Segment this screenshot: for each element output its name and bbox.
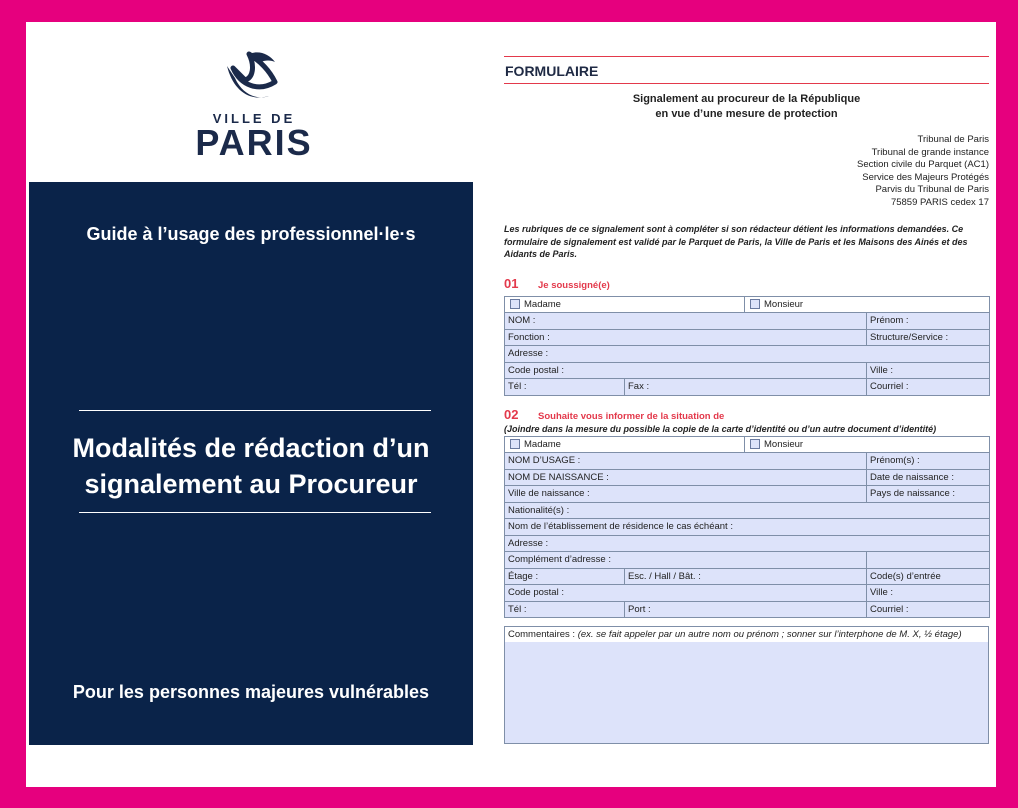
cover-title-line2: signalement au Procureur — [84, 469, 418, 499]
madame-label: Madame — [524, 298, 561, 310]
structure-field[interactable]: Structure/Service : — [867, 329, 990, 346]
madame-label: Madame — [524, 438, 561, 450]
comment-box[interactable] — [504, 626, 989, 744]
fax-field[interactable]: Fax : — [625, 379, 867, 396]
nom-usage-field[interactable]: NOM D’USAGE : — [505, 453, 867, 470]
courriel-field[interactable]: Courriel : — [867, 601, 990, 618]
monsieur-option[interactable] — [745, 296, 990, 313]
divider — [79, 410, 431, 411]
logo-ville-de: VILLE DE — [212, 111, 296, 126]
fonction-field[interactable]: Fonction : — [505, 329, 867, 346]
form-page — [504, 56, 989, 744]
cover-title — [39, 430, 463, 502]
date-naissance-field[interactable]: Date de naissance : — [867, 469, 990, 486]
address-line: 75859 PARIS cedex 17 — [890, 196, 989, 208]
form-intro: Les rubriques de ce signalement sont à compléter si son rédacteur détient les informations demandées. Ce formulaire de signalement est validé par le Parquet de Paris, la Ville de Paris et les Maisons des Ainés et des Aidants de Paris. — [504, 224, 968, 259]
empty-cell — [867, 552, 990, 569]
address-line: Tribunal de Paris — [917, 134, 989, 145]
checkbox[interactable] — [510, 439, 520, 449]
esc-field[interactable]: Esc. / Hall / Bât. : — [625, 568, 867, 585]
nom-field[interactable]: NOM : — [505, 313, 867, 330]
section-number: 01 — [504, 275, 519, 291]
madame-option[interactable] — [505, 436, 745, 453]
checkbox[interactable] — [750, 439, 760, 449]
form-subhead-line2: en vue d’une mesure de protection — [655, 108, 838, 120]
divider — [504, 83, 989, 84]
person-table — [504, 436, 990, 619]
checkbox[interactable] — [510, 299, 520, 309]
monsieur-label: Monsieur — [764, 298, 804, 310]
cover-title-line1: Modalités de rédaction d’un — [72, 433, 430, 463]
comment-label-text: Commentaires : — [508, 629, 576, 640]
section-01 — [504, 275, 989, 396]
monsieur-label: Monsieur — [764, 438, 804, 450]
page-frame — [26, 22, 996, 787]
address-line: Parvis du Tribunal de Paris — [875, 184, 989, 195]
tel-field[interactable]: Tél : — [505, 379, 625, 396]
reporter-table — [504, 296, 990, 396]
boat-emblem-icon — [219, 40, 289, 110]
etablissement-field[interactable]: Nom de l’établissement de résidence le cas échéant : — [505, 519, 990, 536]
form-subhead-line1: Signalement au procureur de la République — [632, 93, 861, 105]
section-title: Souhaite vous informer de la situation de — [538, 410, 725, 422]
tribunal-address — [504, 134, 989, 209]
complement-field[interactable]: Complément d’adresse : — [505, 552, 867, 569]
ville-field[interactable]: Ville : — [867, 362, 990, 379]
address-line: Service des Majeurs Protégés — [862, 171, 989, 183]
comment-label — [505, 627, 988, 642]
adresse-field[interactable]: Adresse : — [505, 535, 990, 552]
divider — [79, 512, 431, 513]
pays-naissance-field[interactable]: Pays de naissance : — [867, 486, 990, 503]
adresse-field[interactable]: Adresse : — [505, 346, 990, 363]
address-line: Section civile du Parquet (AC1) — [856, 159, 989, 170]
form-heading: FORMULAIRE — [505, 63, 599, 79]
cover-subtitle: Pour les personnes majeures vulnérables — [72, 682, 430, 702]
prenoms-field[interactable]: Prénom(s) : — [867, 453, 990, 470]
nom-naissance-field[interactable]: NOM DE NAISSANCE : — [505, 469, 867, 486]
port-field[interactable]: Port : — [625, 601, 867, 618]
cover-guide-text: Guide à l’usage des professionnel·le·s — [86, 224, 416, 244]
ville-field[interactable]: Ville : — [867, 585, 990, 602]
comment-hint: (ex. se fait appeler par un autre nom ou prénom ; sonner sur l’interphone de M. X, ½ étage) — [577, 629, 962, 640]
form-subhead — [504, 92, 989, 122]
codes-entree-field[interactable]: Code(s) d’entrée — [867, 568, 990, 585]
etage-field[interactable]: Étage : — [505, 568, 625, 585]
ville-naissance-field[interactable]: Ville de naissance : — [505, 486, 867, 503]
nationalite-field[interactable]: Nationalité(s) : — [505, 502, 990, 519]
section-subtitle: (Joindre dans la mesure du possible la copie de la carte d’identité ou d’un autre document d’identité) — [504, 423, 937, 434]
monsieur-option[interactable] — [745, 436, 990, 453]
address-line: Tribunal de grande instance — [871, 146, 989, 158]
code-postal-field[interactable]: Code postal : — [505, 362, 867, 379]
section-number: 02 — [504, 406, 519, 422]
madame-option[interactable] — [505, 296, 745, 313]
code-postal-field[interactable]: Code postal : — [505, 585, 867, 602]
section-02 — [504, 406, 989, 745]
checkbox[interactable] — [750, 299, 760, 309]
courriel-field[interactable]: Courriel : — [867, 379, 990, 396]
prenom-field[interactable]: Prénom : — [867, 313, 990, 330]
tel-field[interactable]: Tél : — [505, 601, 625, 618]
logo-paris: PARIS — [195, 122, 313, 163]
cover-panel — [29, 182, 473, 745]
ville-de-paris-logo — [194, 40, 314, 162]
section-title: Je soussigné(e) — [538, 279, 610, 291]
